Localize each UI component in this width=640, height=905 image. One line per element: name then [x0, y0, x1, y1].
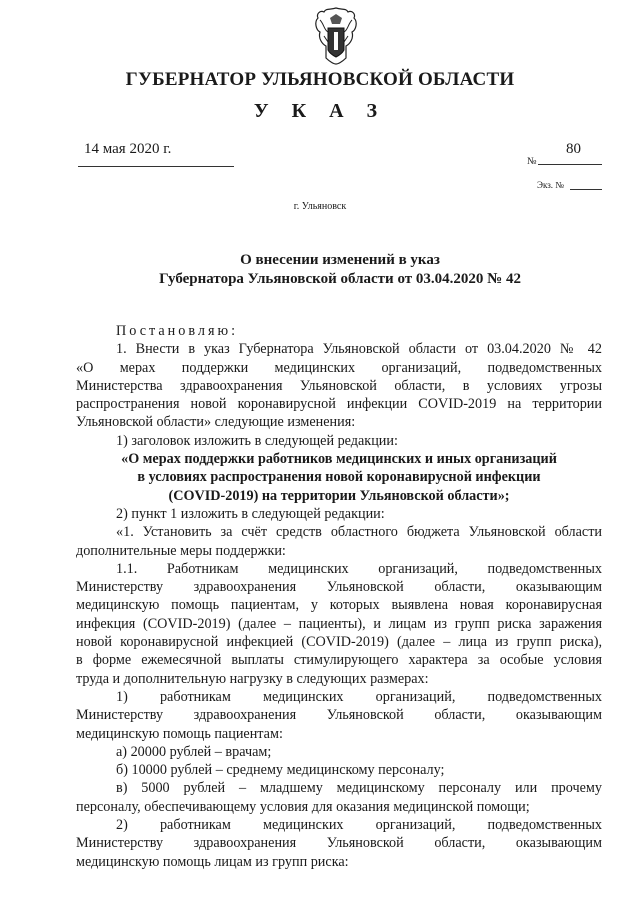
- body-line: 1) заголовок изложить в следующей редакции:: [116, 432, 398, 449]
- body-line: в форме ежемесячной выплаты стимулирующего характера за особые условия: [76, 652, 602, 669]
- body-line: распространения новой коронавирусной инфекции COVID-2019 на территории: [76, 396, 602, 413]
- date-underline: [78, 166, 234, 167]
- document-title-line: Губернатора Ульяновской области от 03.04.2020 № 42: [159, 271, 521, 287]
- coat-of-arms-emblem: [310, 6, 362, 66]
- body-line: медицинскую помощь пациентам:: [76, 725, 283, 742]
- copy-number-underline: [570, 189, 602, 190]
- document-body: [76, 322, 602, 871]
- decree-type-heading: У К А З: [253, 100, 387, 122]
- body-line: 1. Внести в указ Губернатора Ульяновской области от 03.04.2020 № 42: [116, 341, 602, 358]
- body-line: Министерству здравоохранения Ульяновской области, оказывающим: [76, 579, 602, 596]
- body-line: новой коронавирусной инфекцией (COVID-2019) (далее – лица из групп риска),: [76, 634, 602, 651]
- body-line: дополнительные меры поддержки:: [76, 542, 286, 559]
- body-line: медицинскую помощь лицам из групп риска:: [76, 853, 349, 870]
- body-line: Постановляю:: [116, 323, 239, 339]
- decree-number: 80: [566, 141, 581, 157]
- body-line: 2) пункт 1 изложить в следующей редакции:: [116, 505, 385, 522]
- governor-heading: ГУБЕРНАТОР УЛЬЯНОВСКОЙ ОБЛАСТИ: [125, 69, 515, 90]
- body-line: в условиях распространения новой коронавирусной инфекции: [137, 469, 541, 486]
- number-underline: [538, 164, 602, 165]
- body-line: в) 5000 рублей – младшему медицинскому персоналу или прочему: [116, 780, 602, 797]
- body-line: Ульяновской области» следующие изменения:: [76, 414, 356, 431]
- body-line: медицинскую помощь пациентам, у которых выявлена новая коронавирусная: [76, 597, 602, 614]
- number-sign: №: [527, 156, 537, 167]
- document-title-line: О внесении изменений в указ: [240, 252, 440, 268]
- body-line: «1. Установить за счёт средств областного бюджета Ульяновской области: [116, 524, 602, 541]
- body-line: а) 20000 рублей – врачам;: [116, 743, 272, 760]
- body-line: Министерству здравоохранения Ульяновской области, оказывающим: [76, 707, 602, 724]
- body-line: «О мерах поддержки работников медицинских и иных организаций: [121, 451, 557, 468]
- body-line: «О мерах поддержки медицинских организаций, подведомственных: [76, 359, 602, 376]
- body-line: 2) работникам медицинских организаций, подведомственных: [116, 817, 602, 834]
- document-title: [60, 251, 620, 289]
- body-line: (COVID-2019) на территории Ульяновской области»;: [168, 487, 510, 504]
- body-line: Министерства здравоохранения Ульяновской области, в условиях угрозы: [76, 377, 602, 394]
- city-label: г. Ульяновск: [293, 201, 347, 212]
- body-line: 1.1. Работникам медицинских организаций, подведомственных: [116, 560, 602, 577]
- body-line: инфекция (COVID-2019) (далее – пациенты), и лицам из групп риска заражения: [76, 615, 602, 632]
- decree-date: 14 мая 2020 г.: [84, 141, 172, 157]
- body-line: 1) работникам медицинских организаций, подведомственных: [116, 688, 602, 705]
- copy-number-label: Экз. №: [537, 180, 564, 190]
- body-line: б) 10000 рублей – среднему медицинскому персоналу;: [116, 762, 445, 779]
- body-line: труда и дополнительную нагрузку в следующих размерах:: [76, 670, 429, 687]
- body-line: Министерству здравоохранения Ульяновской области, оказывающим: [76, 835, 602, 852]
- body-line: персоналу, обеспечивающему условия для оказания медицинской помощи;: [76, 798, 530, 815]
